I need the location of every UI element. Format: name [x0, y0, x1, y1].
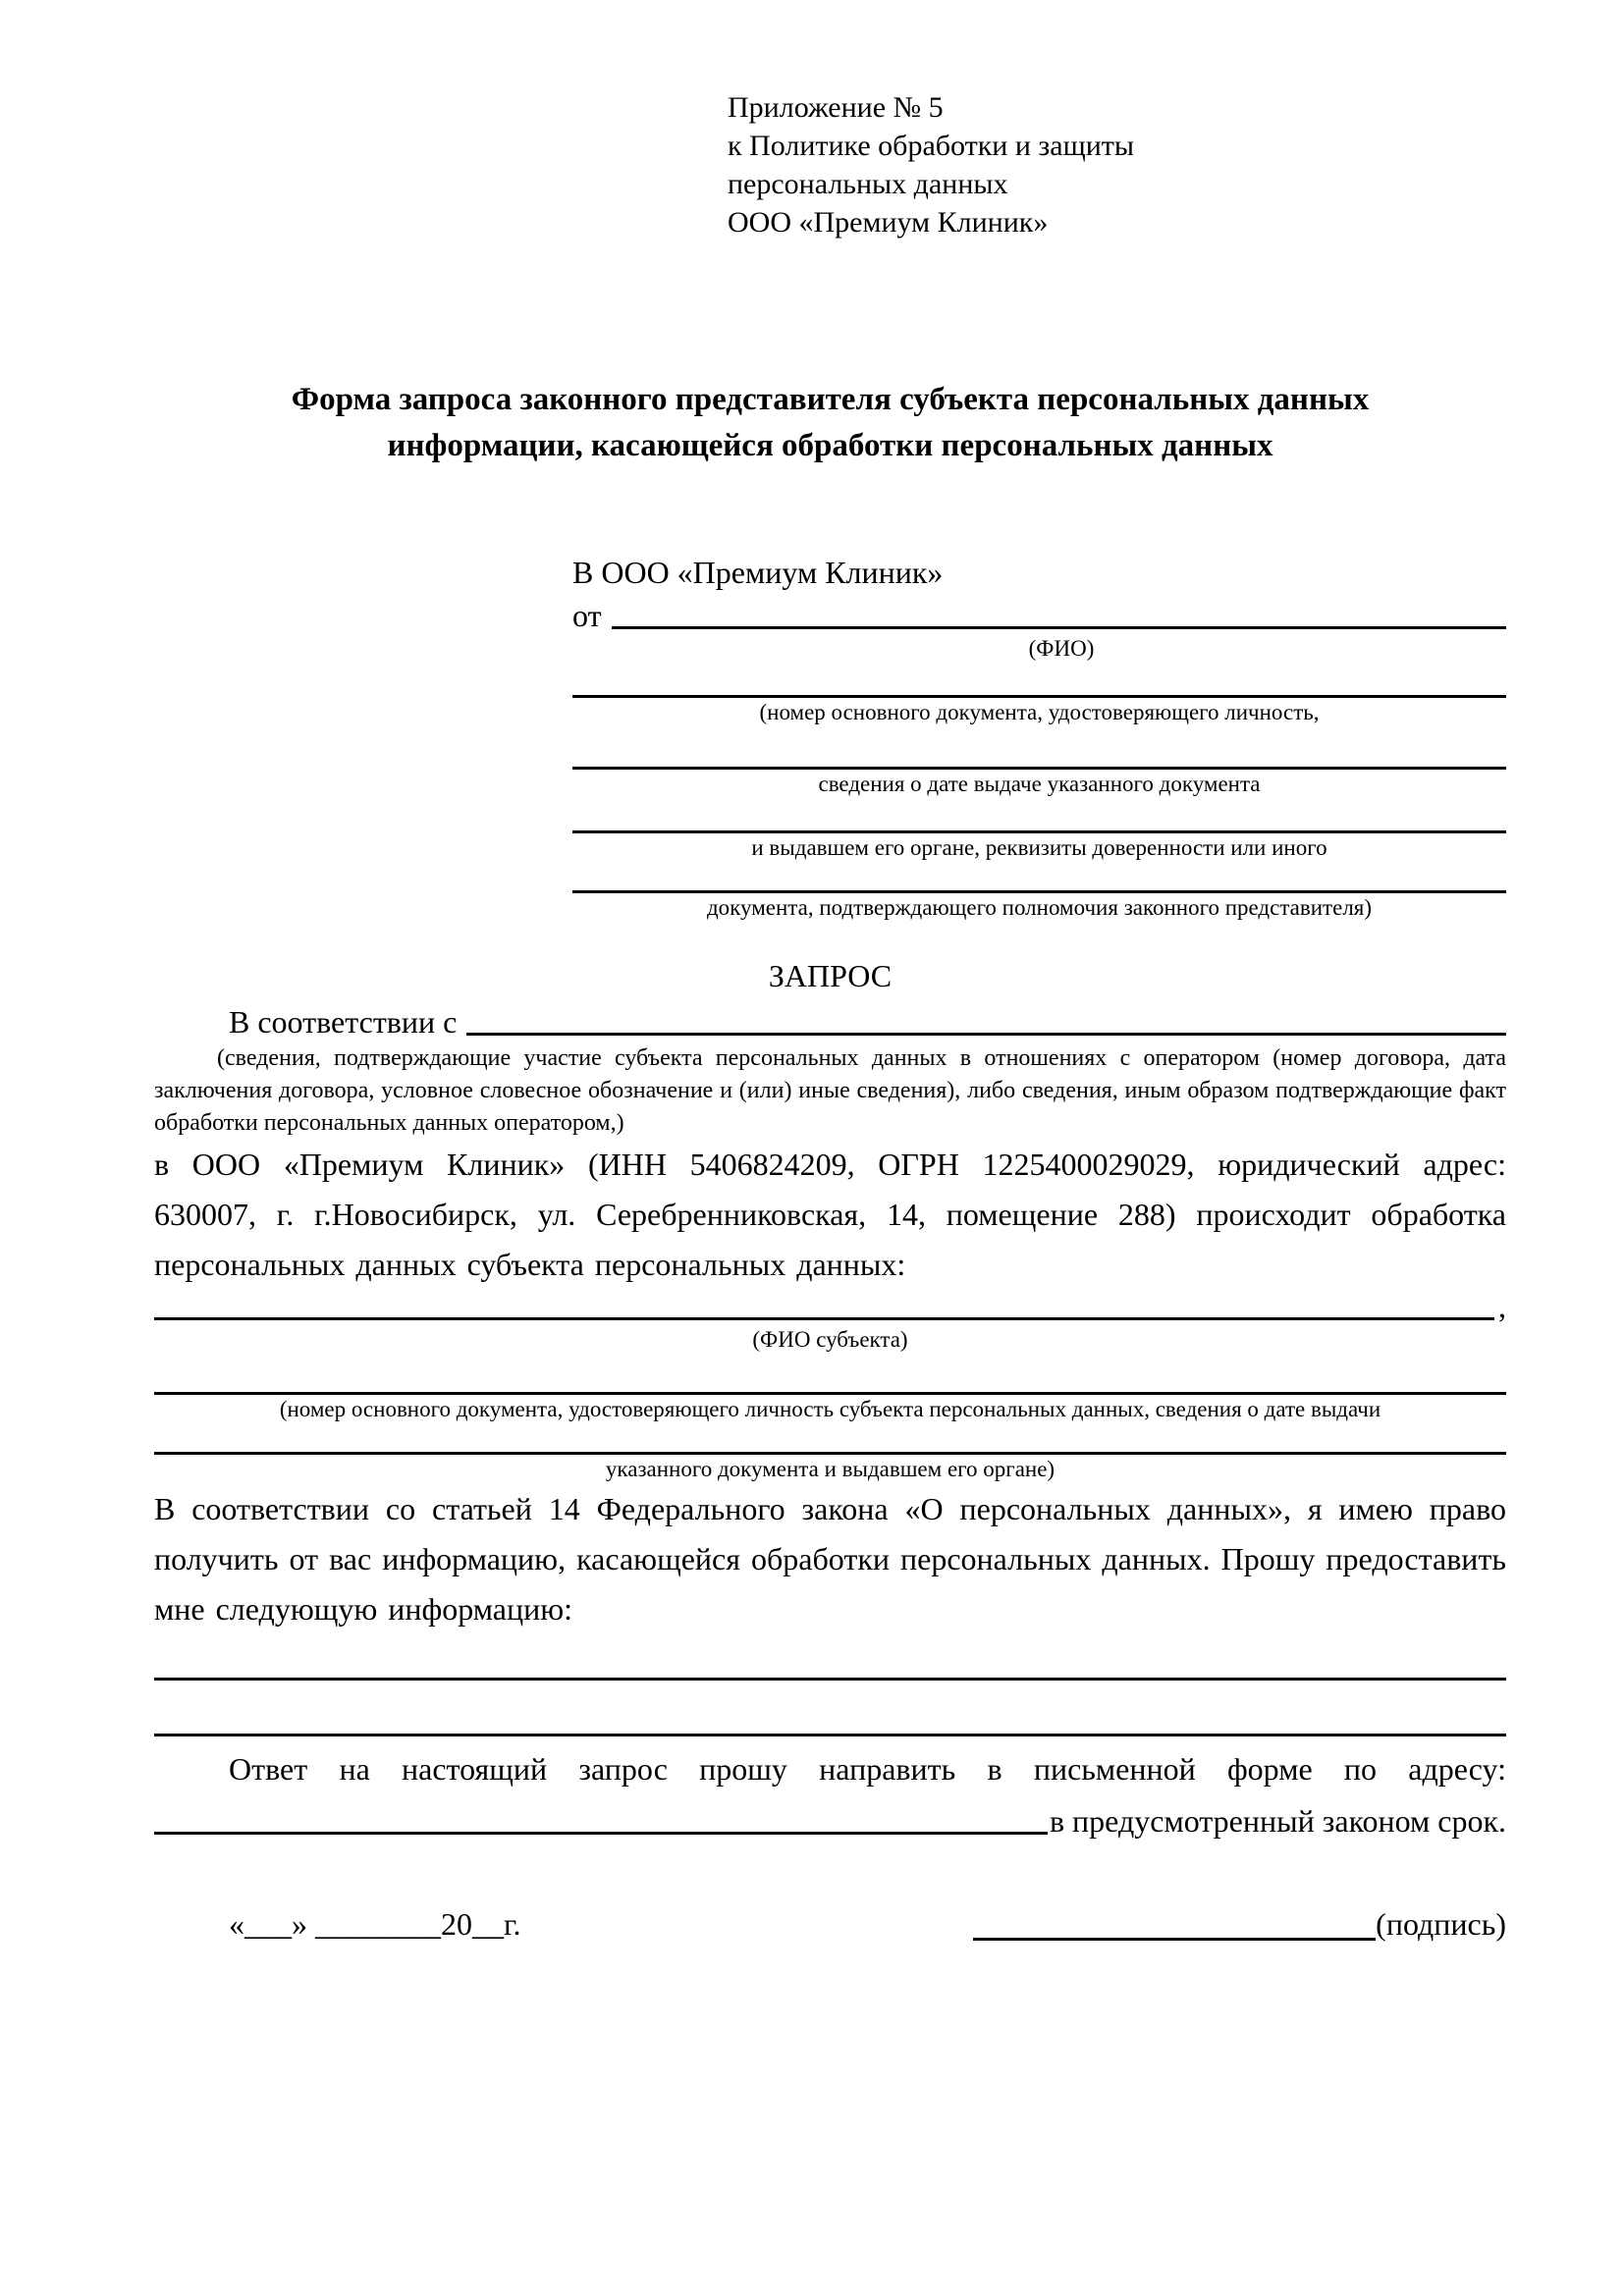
article14-paragraph: В соответствии со статьей 14 Федерального закона «О персональных данных», я имею право получить от вас информацию, касающейся обработки персональных данных. Прошу предоставить мне следующую информацию: [154, 1491, 1506, 1627]
appendix-line: Приложение № 5 [728, 91, 944, 124]
addressee-to: В ООО «Премиум Клиник» [572, 555, 944, 590]
page-title-line: информации, касающейся обработки персональных данных [387, 428, 1273, 463]
appendix-line: ООО «Премиум Клиник» [728, 206, 1049, 239]
appendix-header [728, 88, 1506, 241]
answer-paragraph: Ответ на настоящий запрос прошу направить в письменной форме по адресу: [229, 1751, 1506, 1787]
fio-caption: (ФИО) [1028, 636, 1095, 661]
footer-row [154, 1902, 1506, 1946]
addressee-field-caption: документа, подтверждающего полномочия законного представителя) [706, 895, 1373, 920]
page-title-line: Форма запроса законного представителя субъекта персональных данных [291, 382, 1370, 417]
subject-fio-caption: (ФИО субъекта) [752, 1327, 908, 1352]
operator-paragraph: в ООО «Премиум Клиник» (ИНН 5406824209, ОГРН 1225400029029, юридический адрес: 630007, г. г.Новосибирск, ул. Серебренниковская, 14, помещение 288) происходит обработка персональных данных субъекта персональных данных: [154, 1147, 1506, 1282]
addressee-field-caption: и выдавшем его органе, реквизиты доверенности или иного [751, 835, 1327, 860]
answer-tail: в предусмотренный законом срок. [1049, 1803, 1506, 1839]
page-title [154, 377, 1506, 469]
addressee-field-line [572, 725, 1506, 770]
subject-fio-line [154, 1317, 1494, 1320]
signature-caption: (подпись) [1376, 1906, 1506, 1942]
date-line: «___» ________20__г. [229, 1906, 521, 1942]
accordance-note: (сведения, подтверждающие участие субъекта персональных данных в отношениях с оператором (номер договора, дата заключения договора, условное словесное обозначение и (или) иные сведения), либо сведения, иным образом подтверждающие факт обработки персональных данных оператором,) [154, 1045, 1506, 1136]
request-heading: ЗАПРОС [768, 958, 893, 993]
from-fill-line [612, 626, 1506, 629]
subject-doc-line-2 [154, 1422, 1506, 1455]
subject-doc-caption-2: указанного документа и выдавшем его органе) [605, 1457, 1056, 1481]
comma: , [1498, 1289, 1506, 1324]
accordance-label: В соответствии с [229, 1004, 458, 1040]
info-blank-line-2 [154, 1681, 1506, 1736]
addressee-field-caption: (номер основного документа, удостоверяющего личность, [759, 700, 1320, 724]
from-row [572, 593, 1506, 634]
signature-block [973, 1902, 1506, 1946]
address-fill-line [154, 1832, 1048, 1835]
answer-address-row [154, 1794, 1506, 1840]
accordance-row [154, 997, 1506, 1041]
info-blank-line-1 [154, 1636, 1506, 1681]
appendix-line: персональных данных [728, 168, 1008, 200]
accordance-fill-line [466, 1033, 1506, 1036]
from-label: от [572, 598, 602, 633]
subject-fio-row [154, 1290, 1506, 1325]
addressee-field-line [572, 797, 1506, 833]
subject-doc-line-1 [154, 1353, 1506, 1395]
addressee-field-line [572, 662, 1506, 698]
signature-line [973, 1938, 1376, 1941]
subject-doc-caption-1: (номер основного документа, удостоверяющего личность субъекта персональных данных, сведения о дате выдачи [279, 1397, 1381, 1421]
addressee-field-caption: сведения о дате выдаче указанного документа [818, 772, 1261, 796]
appendix-line: к Политике обработки и защиты [728, 130, 1135, 162]
addressee-field-line [572, 861, 1506, 893]
addressee-block [572, 552, 1506, 921]
